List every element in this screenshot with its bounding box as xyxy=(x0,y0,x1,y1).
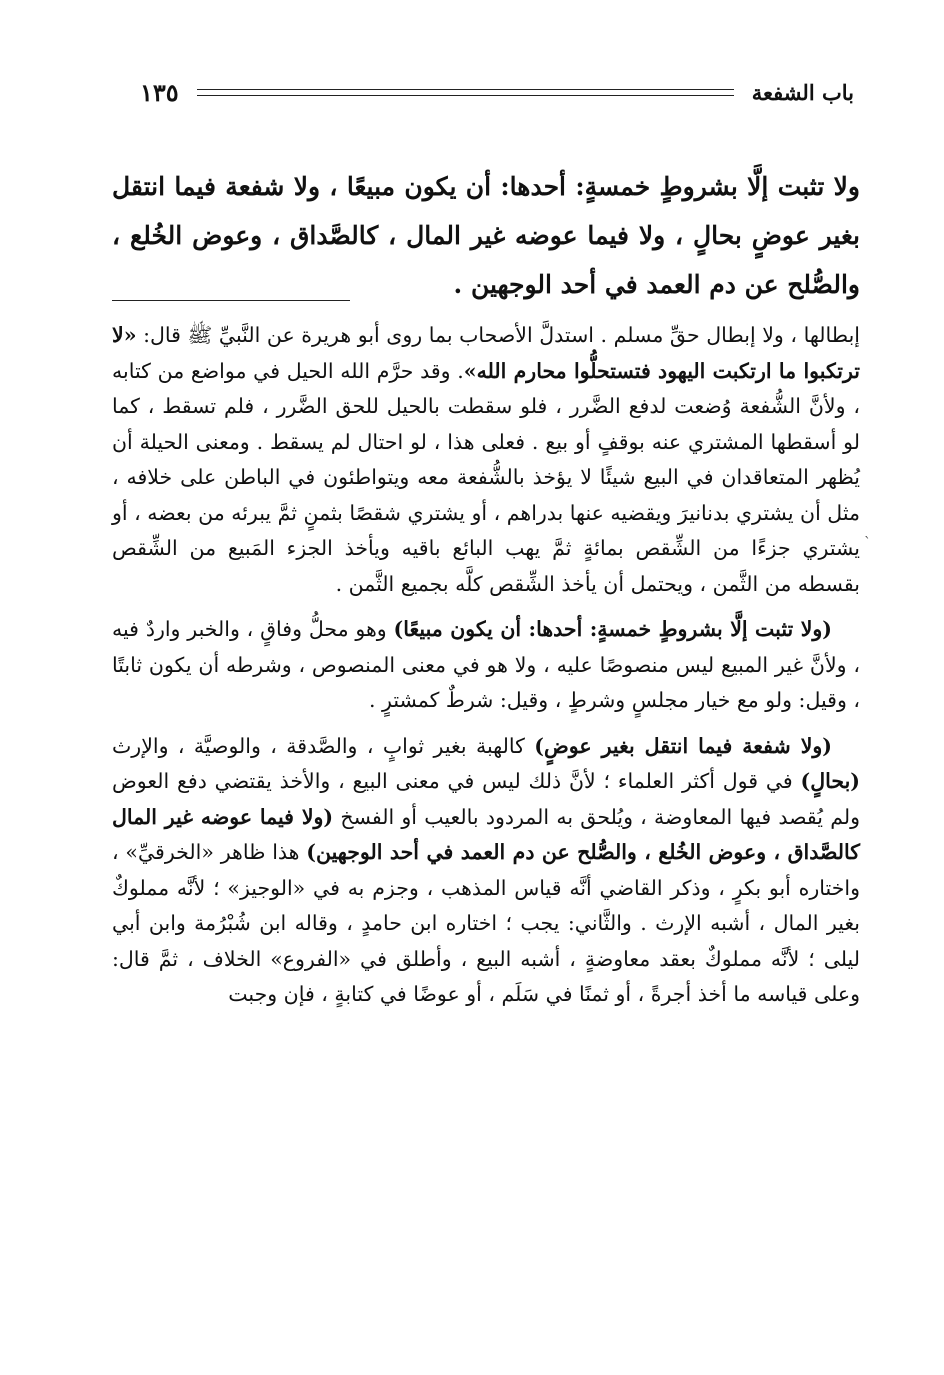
page-header xyxy=(140,70,854,114)
matn-text: ولا تثبت إلَّا بشروطٍ خمسةٍ: أحدها: أن يكون مبيعًا ، ولا شفعة فيما انتقل بغير عوضٍ بحالٍ ، ولا فيما عوضه غير المال ، كالصَّداق ، وعوض الخُلع ، والصُّلح عن دم العمد في أحد الوجهين . xyxy=(112,172,860,299)
p3-text-a: كالهبة بغير ثوابٍ ، والصَّدقة ، والوصيَّة ، والإرث xyxy=(112,733,535,758)
p3-bold-3: (ولا فيما عوضه غير المال كالصَّداق ، وعوض الخُلع ، والصُّلح عن دم العمد في أحد الوجهين) xyxy=(112,804,860,864)
commentary xyxy=(112,318,860,1023)
p3-bold-2: (بحالٍ) xyxy=(800,769,860,793)
p1-text-a: إبطالها ، ولا إبطال حقِّ مسلم . استدلَّ الأصحاب بما روى أبو هريرة عن النَّبيِّ ﷺ قال: xyxy=(136,323,860,347)
margin-mark: ˋ xyxy=(864,535,871,551)
page-number: ١٣٥ xyxy=(140,77,179,107)
hadith-quote: «لا ترتكبوا ما ارتكبت اليهود فتستحلُّوا محارم الله» xyxy=(112,323,860,383)
commentary-paragraph-1 xyxy=(112,318,860,602)
p1-text-b: . وقد حرَّم الله الحيل في مواضع من كتابه ، ولأنَّ الشُّفعة وُضعت لدفع الضَّرر ، فلو سقطت بالحيل للحق الضَّرر ، فلم تسقط ، كما لو أسقطها المشتري عنه بوقفٍ أو بيع . فعلى هذا ، لو احتال لم يسقط . ومعنى الحيلة أن يُظهر المتعاقدان في البيع شيئًا لا يؤخذ بالشُّفعة معه ويتواطئون في الباطن على خلافه ، مثل أن يشتري بدنانيرَ ويقضيه عنها بدراهم ، أو يشتري شقصًا بثمنٍ ثمَّ يبرئه من بعضه ، أو يشتري جزءًا من الشِّقص بمائةٍ ثمَّ يهب البائع باقيه ويأخذ الجزء المَبيع من الشِّقص بقسطه من الثَّمن ، ويحتمل أن يأخذ الشِّقص كلَّه بجميع الثَّمن . xyxy=(111,358,860,596)
p2-text: وهو محلُّ وفاقٍ ، والخبر واردٌ فيه ، ولأنَّ غير المبيع ليس منصوصًا عليه ، ولا هو في معنى المنصوص ، وشرطه أن يكون ثابتًا ، وقيل: ولو مع خيار مجلسٍ وشرطٍ ، وقيل: شرطٌ كمشترٍ . xyxy=(112,617,860,712)
matn-separator xyxy=(112,300,350,301)
commentary-paragraph-3 xyxy=(112,729,860,1013)
chapter-title: باب الشفعة xyxy=(751,79,854,105)
commentary-paragraph-2 xyxy=(112,612,860,719)
p3-text-b: في قول أكثر العلماء ؛ لأنَّ ذلك ليس في معنى البيع ، والأخذ يقتضي دفع العوض ولم يُقصد فيها المعاوضة ، ويُلحق به المردود بالعيب أو الفسخ xyxy=(112,769,860,829)
p3-text-c: هذا ظاهر «الخرقيِّ» ، واختاره أبو بكرٍ ، وذكر القاضي أنَّه قياس المذهب ، وجزم به في «الوجيز» ؛ لأنَّه مملوكٌ بغير المال ، أشبه الإرث . والثَّاني: يجب ؛ اختاره ابن حامدٍ ، وقاله ابن شُبْرُمة وابن أبي ليلى ؛ لأنَّه مملوكٌ بعقد معاوضةٍ ، أشبه البيع ، وأطلق في «الفروع» الخلاف ، ثمَّ قال: وعلى قياسه ما أخذ أجرةً ، أو ثمنًا في سَلَم ، أو عوضًا في كتابةٍ ، فإن وجبت xyxy=(112,840,860,1006)
p2-bold: (ولا تثبت إلَّا بشروطٍ خمسةٍ: أحدها: أن يكون مبيعًا) xyxy=(393,617,832,641)
p3-bold-1: (ولا شفعة فيما انتقل بغير عوضٍ) xyxy=(534,733,832,758)
header-rule xyxy=(197,89,734,96)
